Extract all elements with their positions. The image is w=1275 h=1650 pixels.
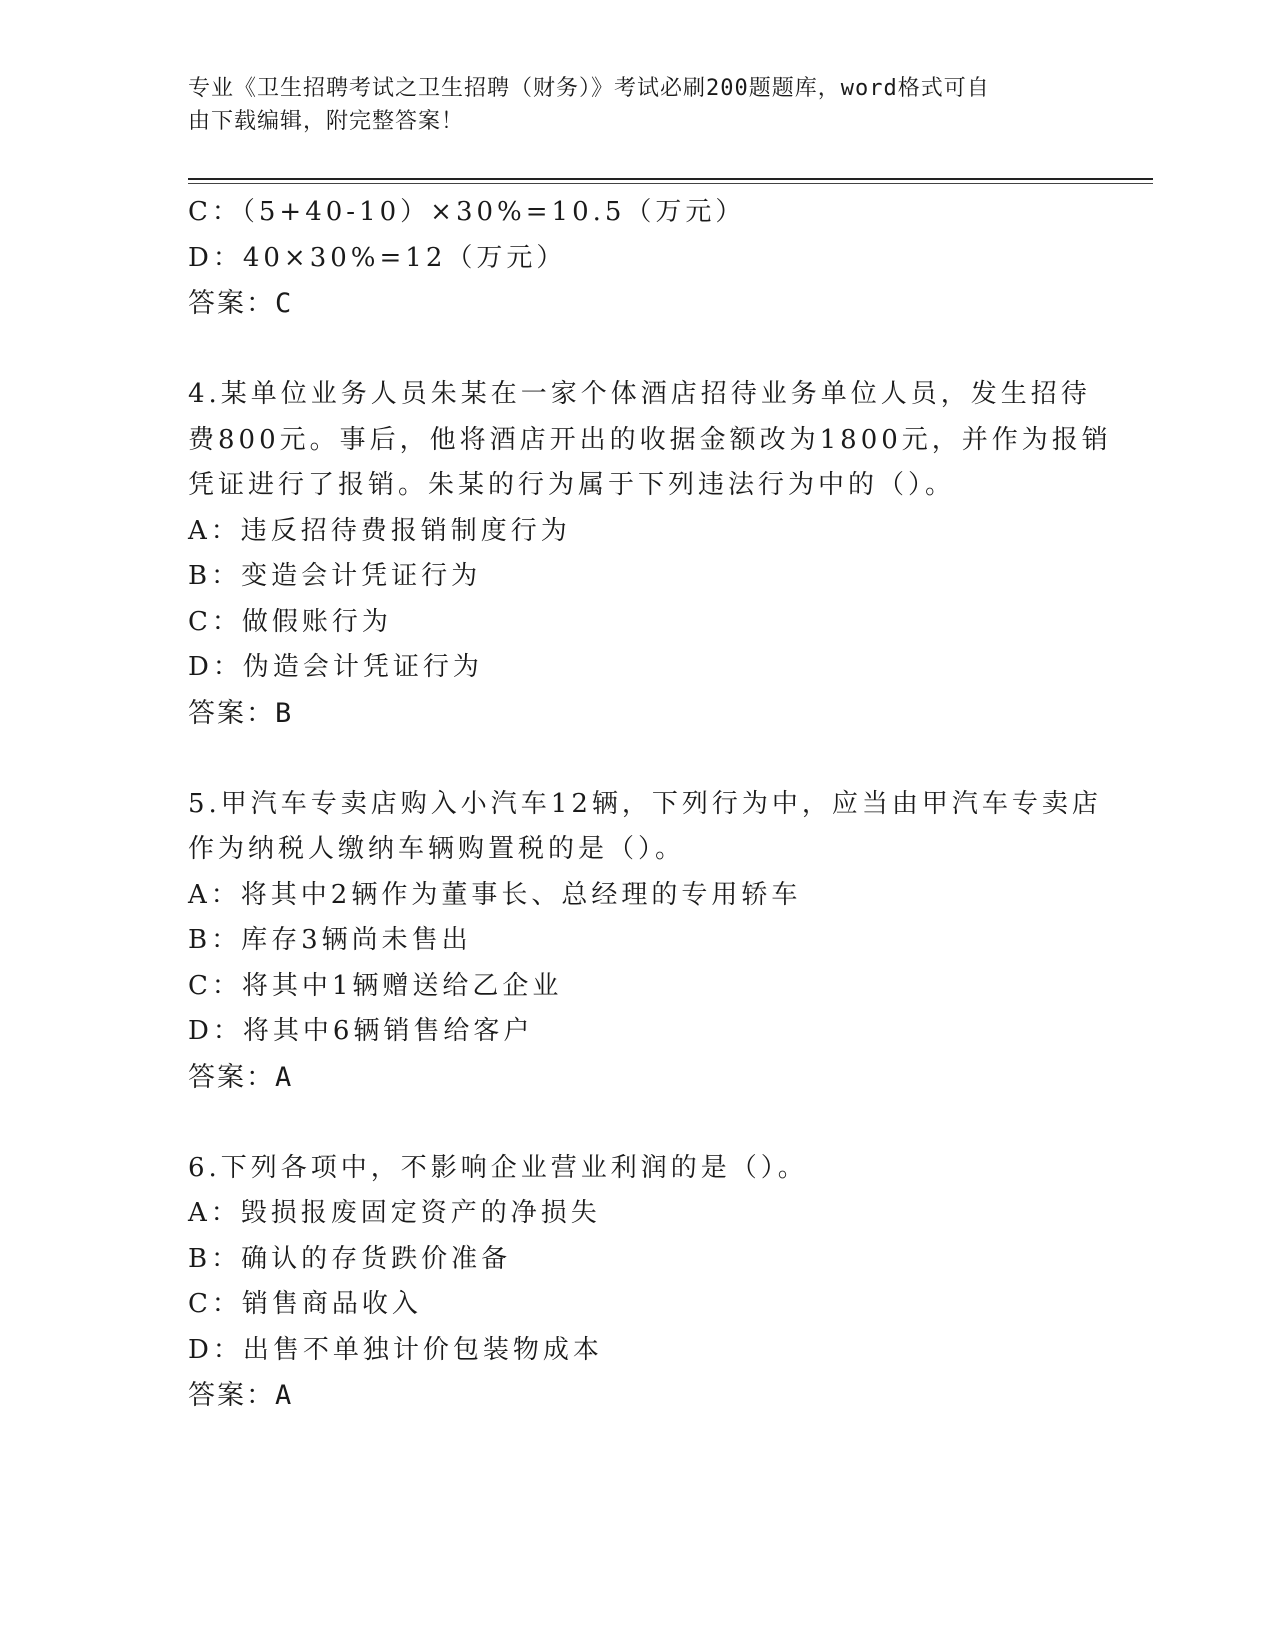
- header-line-1: 专业《卫生招聘考试之卫生招聘（财务）》考试必刷200题题库，word格式可自: [188, 76, 990, 101]
- option-d: D：伪造会计凭证行为: [188, 652, 483, 682]
- answer-line: 答案：B: [188, 697, 294, 729]
- header-divider-thick: [188, 178, 1153, 180]
- option-a: A：将其中2辆作为董事长、总经理的专用轿车: [188, 879, 802, 910]
- option-c: C：销售商品收入: [188, 1289, 422, 1319]
- spacer: [188, 327, 1108, 373]
- spacer: [188, 1100, 1108, 1146]
- option-b: B：确认的存货跌价准备: [188, 1243, 512, 1274]
- option-d: D：40×30%=12（万元）: [188, 242, 567, 273]
- option-d: D：将其中6辆销售给客户: [188, 1016, 534, 1046]
- option-b: B：变造会计凭证行为: [188, 561, 482, 591]
- question-stem-line: 5.甲汽车专卖店购入小汽车12辆，下列行为中，应当由甲汽车专卖店: [188, 788, 1102, 819]
- question-list: [188, 190, 1112, 1419]
- question-stem-line: 6.下列各项中，不影响企业营业利润的是（）。: [188, 1152, 808, 1183]
- answer-line: 答案：A: [188, 1061, 294, 1093]
- question-block-4: [188, 372, 1112, 736]
- question-block-6: [188, 1146, 1108, 1419]
- question-stem-line: 费800元。事后，他将酒店开出的收据金额改为1800元，并作为报销: [188, 424, 1112, 455]
- answer-line: 答案：C: [188, 288, 294, 319]
- option-c: C：做假账行为: [188, 606, 392, 637]
- document-header: [188, 72, 1088, 138]
- answer-line: 答案：A: [188, 1380, 294, 1411]
- question-block-3: [188, 190, 1108, 327]
- option-c: C：将其中1辆赠送给乙企业: [188, 970, 563, 1001]
- header-divider-thin: [188, 183, 1153, 184]
- option-a: A：毁损报废固定资产的净损失: [188, 1198, 601, 1228]
- question-stem-line: 4.某单位业务人员朱某在一家个体酒店招待业务单位人员，发生招待: [188, 379, 1091, 409]
- header-line-2: 由下载编辑，附完整答案！: [188, 109, 465, 134]
- option-c: C：（5+40-10）×30%=10.5（万元）: [188, 197, 746, 227]
- option-b: B：库存3辆尚未售出: [188, 925, 472, 955]
- question-stem-line: 凭证进行了报销。朱某的行为属于下列违法行为中的（）。: [188, 470, 956, 500]
- option-d: D：出售不单独计价包装物成本: [188, 1334, 603, 1365]
- question-stem-line: 作为纳税人缴纳车辆购置税的是（）。: [188, 834, 686, 864]
- question-block-5: [188, 782, 1108, 1101]
- spacer: [188, 736, 1108, 782]
- option-a: A：违反招待费报销制度行为: [188, 515, 571, 546]
